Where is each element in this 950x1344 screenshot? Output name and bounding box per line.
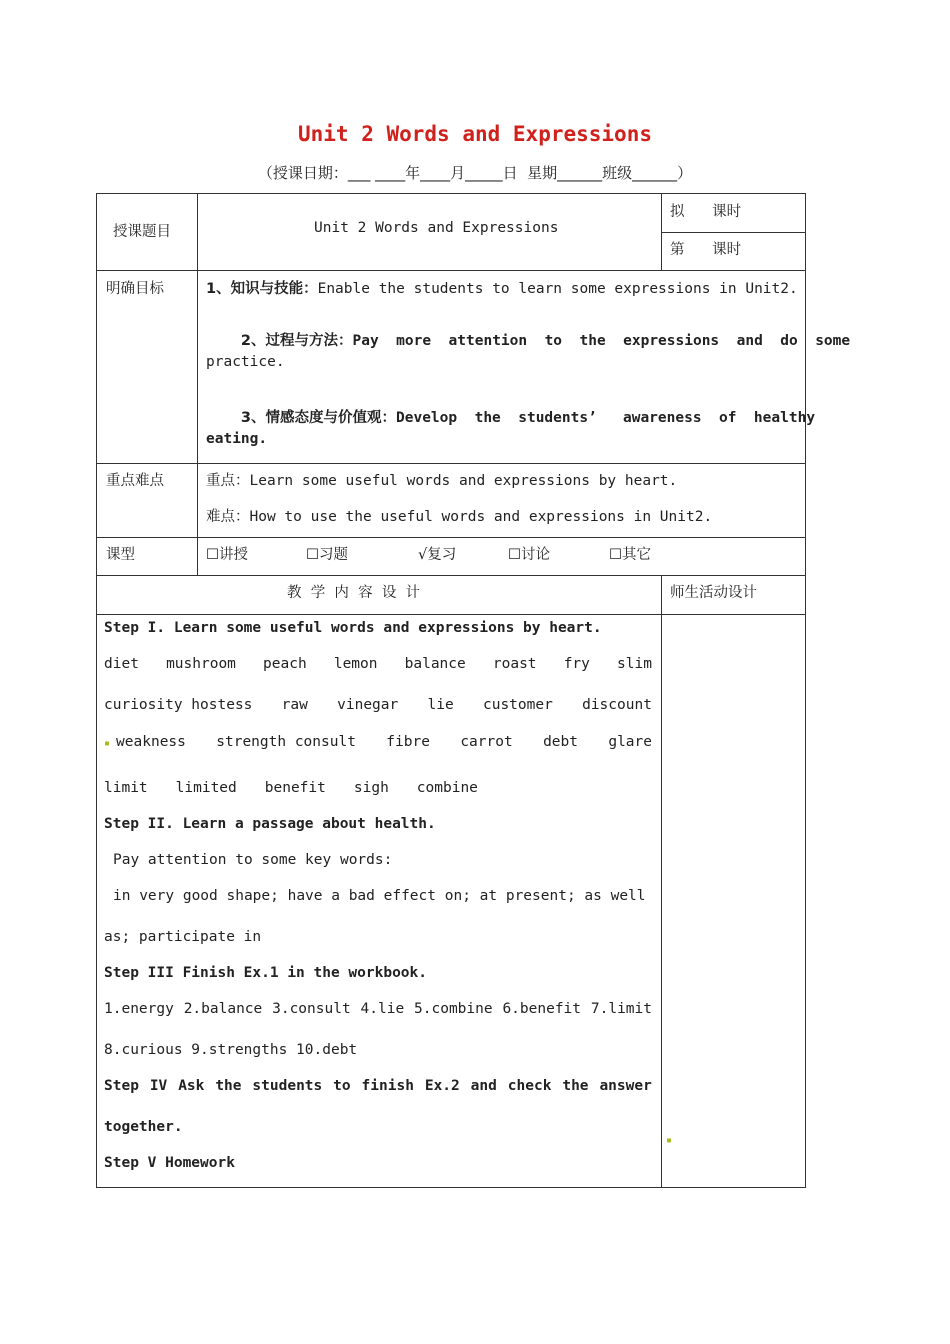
word-item: peach xyxy=(263,656,307,672)
word-item: fry xyxy=(563,656,590,672)
word-item: balance xyxy=(404,656,466,672)
word-item: slim xyxy=(617,656,652,672)
objectives-cell xyxy=(197,270,851,464)
word-item: benefit xyxy=(264,780,326,796)
step-2-key-words: in very good shape; have a bad effect on; at present; as well xyxy=(113,888,646,904)
answer-item: 5.combine xyxy=(414,1001,493,1017)
content-body-right xyxy=(661,614,806,1188)
step-2: Step II. Learn a passage about health. xyxy=(104,816,436,832)
lesson-type-label: 课型 xyxy=(106,547,135,563)
word-item: diet xyxy=(104,656,139,672)
step-4-word: and xyxy=(470,1078,497,1094)
word-list-row-3 xyxy=(104,734,652,750)
lesson-type-lecture-checkbox[interactable]: ☐讲授 xyxy=(206,547,248,563)
period-planned: 拟 课时 xyxy=(670,204,742,220)
objectives-label-cell xyxy=(96,270,198,464)
objective-3: 3、情感态度与价值观：Develop the students’ awareness of healthy xyxy=(240,410,816,426)
lesson-type-cell xyxy=(197,537,806,576)
step-4-word: Step xyxy=(104,1078,139,1094)
lesson-type-review-checkbox[interactable]: √复习 xyxy=(418,547,457,563)
answers-row-2: 8.curious 9.strengths 10.debt xyxy=(104,1042,358,1058)
keypoints-label: 重点难点 xyxy=(106,473,164,489)
objective-2-cont: practice. xyxy=(206,354,285,370)
step-4-word: the xyxy=(215,1078,242,1094)
period-cell-2 xyxy=(661,232,806,271)
step-4-word: answer xyxy=(599,1078,652,1094)
green-mark: ▪ xyxy=(104,738,117,749)
keypoints-label-cell xyxy=(96,463,198,538)
answer-item: 3.consult xyxy=(272,1001,351,1017)
answers-row-1 xyxy=(104,1001,652,1017)
word-item: combine xyxy=(416,780,478,796)
step-4-cont: together. xyxy=(104,1119,183,1135)
difficulty-point: 难点：How to use the useful words and expressions in Unit2. xyxy=(206,509,713,525)
page-title: Unit 2 Words and Expressions xyxy=(297,122,652,146)
topic-value-cell xyxy=(197,193,662,271)
word-item: lie xyxy=(427,697,454,713)
word-item: mushroom xyxy=(166,656,236,672)
objective-1: 1、知识与技能：Enable the students to learn some expressions in Unit2. xyxy=(206,281,798,297)
word-item: strength consult xyxy=(216,734,356,750)
topic-label: 授课题目 xyxy=(113,224,171,240)
lesson-type-exercise-checkbox[interactable]: ☐习题 xyxy=(306,547,348,563)
lesson-type-discussion-checkbox[interactable]: ☐讨论 xyxy=(508,547,550,563)
word-item: roast xyxy=(492,656,537,672)
word-item: curiosity hostess xyxy=(104,697,253,713)
activity-design-heading: 师生活动设计 xyxy=(670,585,757,601)
word-list-row-1 xyxy=(104,656,652,672)
step-4-word: finish xyxy=(361,1078,414,1094)
word-item: fibre xyxy=(386,734,430,750)
date-line: （授课日期：___ ____年____月_____日 星期______班级______） xyxy=(257,164,693,182)
word-item: debt xyxy=(543,734,578,750)
step-4 xyxy=(104,1078,652,1094)
objective-3-cont: eating. xyxy=(206,431,268,447)
content-header-left xyxy=(96,575,662,615)
period-number: 第 课时 xyxy=(670,242,742,258)
content-design-heading: 教 学 内 容 设 计 xyxy=(287,585,421,601)
answer-item: 7.limit xyxy=(590,1001,652,1017)
word-list-row-4 xyxy=(104,780,478,796)
objectives-label-text: 明确目标 xyxy=(106,281,164,297)
answer-item: 2.balance xyxy=(183,1001,263,1017)
step-4-word: Ask xyxy=(178,1078,205,1094)
word-item: customer xyxy=(482,697,553,713)
step-4-word: students xyxy=(252,1078,323,1094)
step-2-note: Pay attention to some key words: xyxy=(113,852,393,868)
word-item: sigh xyxy=(353,780,389,796)
step-4-word: to xyxy=(333,1078,351,1094)
topic-label-cell xyxy=(96,193,198,271)
word-item: discount xyxy=(582,697,652,713)
word-item: carrot xyxy=(460,734,513,750)
focus-point: 重点：Learn some useful words and expressions by heart. xyxy=(206,473,678,489)
topic-value: Unit 2 Words and Expressions xyxy=(314,220,559,236)
keypoints-cell xyxy=(197,463,806,538)
step-2-key-words-cont: as; participate in xyxy=(104,929,262,945)
step-5: Step V Homework xyxy=(104,1155,235,1171)
lesson-type-label-cell xyxy=(96,537,198,576)
step-4-word: IV xyxy=(149,1078,168,1094)
word-item: limit xyxy=(104,780,148,796)
word-item: ▪ weakness xyxy=(104,734,186,750)
word-item: limited xyxy=(175,780,237,796)
word-item: raw xyxy=(281,697,308,713)
word-item: glare xyxy=(608,734,652,750)
objective-2: 2、过程与方法：Pay more attention to the expressions and do some xyxy=(240,333,851,349)
word-item: lemon xyxy=(333,656,378,672)
word-item: vinegar xyxy=(337,697,399,713)
lesson-type-other-checkbox[interactable]: ☐其它 xyxy=(609,547,651,563)
step-1: Step I. Learn some useful words and expressions by heart. xyxy=(104,620,602,636)
answer-item: 4.lie xyxy=(360,1001,405,1017)
step-4-word: check xyxy=(507,1078,552,1094)
answer-item: 6.benefit xyxy=(502,1001,582,1017)
answer-item: 1.energy xyxy=(104,1001,174,1017)
word-list-row-2 xyxy=(104,697,652,713)
step-4-word: Ex.2 xyxy=(424,1078,460,1094)
step-3: Step III Finish Ex.1 in the workbook. xyxy=(104,965,428,981)
green-mark: ▪ xyxy=(666,1135,673,1146)
step-4-word: the xyxy=(562,1078,589,1094)
period-cell-1 xyxy=(661,193,806,233)
content-header-right xyxy=(661,575,806,615)
